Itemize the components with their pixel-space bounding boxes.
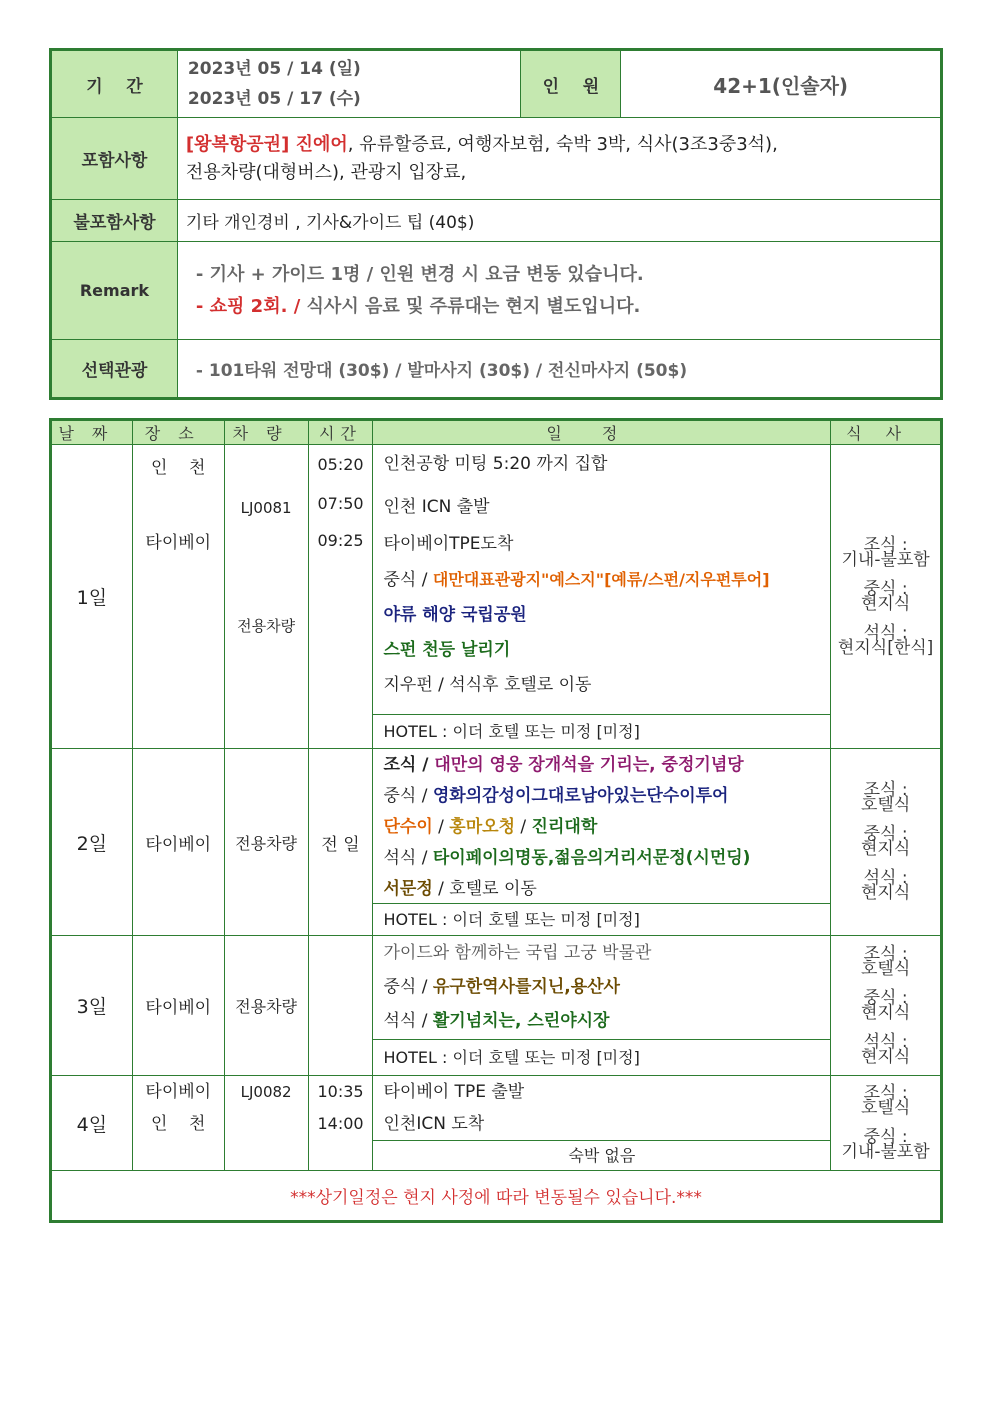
day2-it-3d: / (515, 817, 532, 837)
day1-time-1: 05:20 (317, 455, 364, 474)
day4-place-1: 타이베이 (145, 1082, 212, 1102)
day1-car (224, 445, 308, 749)
period-row (52, 51, 941, 118)
day4-itinerary (373, 1076, 831, 1171)
day4-label: 4일 (52, 1076, 133, 1171)
day2-car: 전용차량 (224, 749, 308, 936)
day1-place (132, 445, 224, 749)
header-place: 장소 (132, 421, 224, 445)
day4-time-1: 10:35 (317, 1082, 364, 1101)
day2-it-1 (373, 750, 830, 781)
remark-row (52, 242, 941, 340)
day1-meal (831, 445, 941, 749)
footer-notice: ***상기일정은 현지 사정에 따라 변동될수 있습니다.*** (52, 1171, 941, 1221)
header-row (52, 421, 941, 445)
day4-it-1: 타이베이 TPE 출발 (383, 1082, 525, 1102)
day2-it-3a: 단수이 (383, 817, 433, 837)
day4-time (308, 1076, 373, 1171)
day1-meal-1b: 기내-불포함 (841, 549, 930, 570)
day4-meal-2a: 중식 : (863, 1127, 908, 1147)
day2-it-3b: / (432, 817, 450, 837)
day2-meal-3b: 현지식 (860, 883, 911, 903)
day2-meal (831, 749, 941, 936)
day2-it-5b: / 호텔로 이동 (432, 879, 537, 899)
day1-meal-1a: 조식 : (863, 534, 908, 555)
day1-itinerary (373, 445, 831, 749)
day1-meal-3b: 현지식[한식] (837, 637, 934, 658)
day2-row (52, 749, 941, 936)
footer-row (52, 1171, 941, 1221)
day4-meal (831, 1076, 941, 1171)
day1-it-2: 인천 ICN 출발 (383, 497, 490, 517)
day3-time (308, 936, 373, 1076)
day4-it-2: 인천ICN 도착 (383, 1114, 485, 1134)
day2-it-3e: 진리대학 (531, 817, 598, 837)
day1-meal-2b: 현지식 (860, 593, 911, 614)
day1-meal-2a: 중식 : (863, 578, 908, 599)
day2-meal-2a: 중식 : (863, 824, 908, 844)
period-start: 2023년 05 / 14 (일) (187, 59, 361, 79)
day2-it-2 (373, 781, 830, 812)
remark-label: Remark (52, 242, 178, 340)
day1-it-1: 인천공항 미팅 5:20 까지 집합 (383, 454, 608, 474)
optional-row (52, 340, 941, 398)
day2-it-1a: 조식 / (383, 755, 435, 775)
day3-meal-1b: 호텔식 (860, 958, 911, 979)
day2-time: 전 일 (308, 749, 373, 936)
header-itinerary: 일정 (373, 421, 831, 445)
day1-time (308, 445, 373, 749)
day1-it-6: 스펀 천등 날리기 (383, 640, 511, 660)
schedule-table (51, 420, 941, 1221)
day4-hotel: 숙박 없음 (373, 1140, 830, 1170)
day3-meal-3a: 석식 : (863, 1031, 908, 1052)
day1-it-7: 지우펀 / 석식후 호텔로 이동 (383, 675, 592, 695)
day1-it-4b: 대만대표관광지"예스지"[예류/스펀/지우펀투어] (432, 570, 770, 589)
day4-meal-1a: 조식 : (863, 1083, 908, 1103)
summary-table (51, 50, 941, 398)
day4-time-2: 14:00 (317, 1114, 364, 1133)
day3-it-3 (373, 1004, 830, 1038)
day2-it-3c: 홍마오청 (449, 817, 515, 837)
period-end: 2023년 05 / 17 (수) (187, 89, 361, 109)
day3-label: 3일 (52, 936, 133, 1076)
day1-place-1: 인 천 (151, 458, 206, 478)
day1-hotel: HOTEL : 이더 호텔 또는 미정 [미정] (373, 714, 830, 748)
day3-it-3a: 석식 / (383, 1011, 433, 1031)
included-label: 포함사항 (52, 118, 178, 200)
day1-car-1: LJ0081 (240, 499, 292, 517)
day1-it-3: 타이베이TPE도착 (383, 534, 514, 554)
day3-meal-1a: 조식 : (863, 943, 908, 964)
day1-it-4a: 중식 / (383, 570, 433, 590)
remark-value (177, 242, 940, 340)
included-row (52, 118, 941, 200)
day3-it-2 (373, 970, 830, 1004)
day4-meal-1b: 호텔식 (860, 1098, 911, 1118)
day3-place: 타이베이 (132, 936, 224, 1076)
day2-it-4a: 석식 / (383, 848, 433, 868)
day1-car-2: 전용차량 (237, 617, 296, 635)
day2-it-2a: 중식 / (383, 786, 433, 806)
day4-place-2: 인 천 (151, 1114, 206, 1134)
remark-2b: 식사시 음료 및 주류대는 현지 별도입니다. (300, 295, 641, 317)
day4-car: LJ0082 (224, 1076, 308, 1171)
included-airline: [왕복항공권] 진에어 (185, 133, 348, 155)
day3-meal-2b: 현지식 (860, 1002, 911, 1023)
day1-meal-3a: 석식 : (863, 622, 908, 643)
optional-label: 선택관광 (52, 340, 178, 398)
day1-label: 1일 (52, 445, 133, 749)
day4-place (132, 1076, 224, 1171)
day2-it-3 (373, 812, 830, 843)
day4-meal-2b: 기내-불포함 (841, 1142, 930, 1162)
header-car: 차량 (224, 421, 308, 445)
day3-meal-3b: 현지식 (860, 1046, 911, 1067)
day2-meal-1a: 조식 : (863, 780, 908, 800)
day3-hotel: HOTEL : 이더 호텔 또는 미정 [미정] (373, 1039, 830, 1075)
day3-row (52, 936, 941, 1076)
day2-meal-2b: 현지식 (860, 839, 911, 859)
day3-car: 전용차량 (224, 936, 308, 1076)
excluded-label: 불포함사항 (52, 200, 178, 242)
included-rest-1: , 유류할증료, 여행자보험, 숙박 3박, 식사(3조3중3석), (347, 133, 778, 155)
header-meal: 식사 (831, 421, 941, 445)
day1-place-2: 타이베이 (145, 533, 212, 553)
day3-it-2b: 유구한역사를지닌,용산사 (432, 977, 620, 997)
day2-it-5 (373, 874, 830, 905)
day2-place: 타이베이 (132, 749, 224, 936)
day1-row (52, 445, 941, 749)
included-rest-2: 전용차량(대형버스), 관광지 입장료, (185, 161, 467, 183)
day2-it-1b: 대만의 영웅 장개석을 기리는, 중정기념당 (434, 755, 744, 775)
day2-it-5a: 서문정 (383, 879, 433, 899)
day3-it-3b: 활기넘치는, 스린야시장 (432, 1011, 610, 1031)
day3-it-1: 가이드와 함께하는 국립 고궁 박물관 (383, 943, 652, 963)
excluded-value: 기타 개인경비 , 기사&가이드 팁 (40$) (177, 200, 940, 242)
people-label: 인 원 (521, 51, 621, 118)
day2-meal-1b: 호텔식 (860, 795, 911, 815)
day3-meal (831, 936, 941, 1076)
remark-1: - 기사 + 가이드 1명 / 인원 변경 시 요금 변동 있습니다. (195, 263, 644, 285)
day2-it-4 (373, 843, 830, 874)
optional-value: - 101타워 전망대 (30$) / 발마사지 (30$) / 전신마사지 (50$) (177, 340, 940, 398)
day2-itinerary (373, 749, 831, 936)
header-date: 날짜 (52, 421, 133, 445)
day2-it-2b: 영화의감성이그대로남아있는단수이투어 (432, 786, 729, 806)
day1-it-5: 야류 해양 국립공원 (383, 605, 527, 625)
day2-meal-3a: 석식 : (863, 868, 908, 888)
day2-it-4b: 타이페이의명동,젊음의거리서문정(시먼딩) (432, 848, 751, 868)
day3-it-2a: 중식 / (383, 977, 433, 997)
period-label: 기 간 (52, 51, 178, 118)
included-value (177, 118, 940, 200)
day1-it-4 (373, 562, 830, 598)
day2-label: 2일 (52, 749, 133, 936)
day3-meal-2a: 중식 : (863, 987, 908, 1008)
people-value: 42+1(인솔자) (621, 51, 941, 118)
day1-time-3: 09:25 (317, 531, 364, 550)
day4-row (52, 1076, 941, 1171)
header-time: 시간 (308, 421, 373, 445)
period-value (177, 51, 521, 118)
day2-hotel: HOTEL : 이더 호텔 또는 미정 [미정] (373, 903, 830, 935)
day1-time-2: 07:50 (317, 494, 364, 513)
day3-itinerary (373, 936, 831, 1076)
remark-2a: - 쇼핑 2회. / (195, 295, 301, 317)
excluded-row (52, 200, 941, 242)
